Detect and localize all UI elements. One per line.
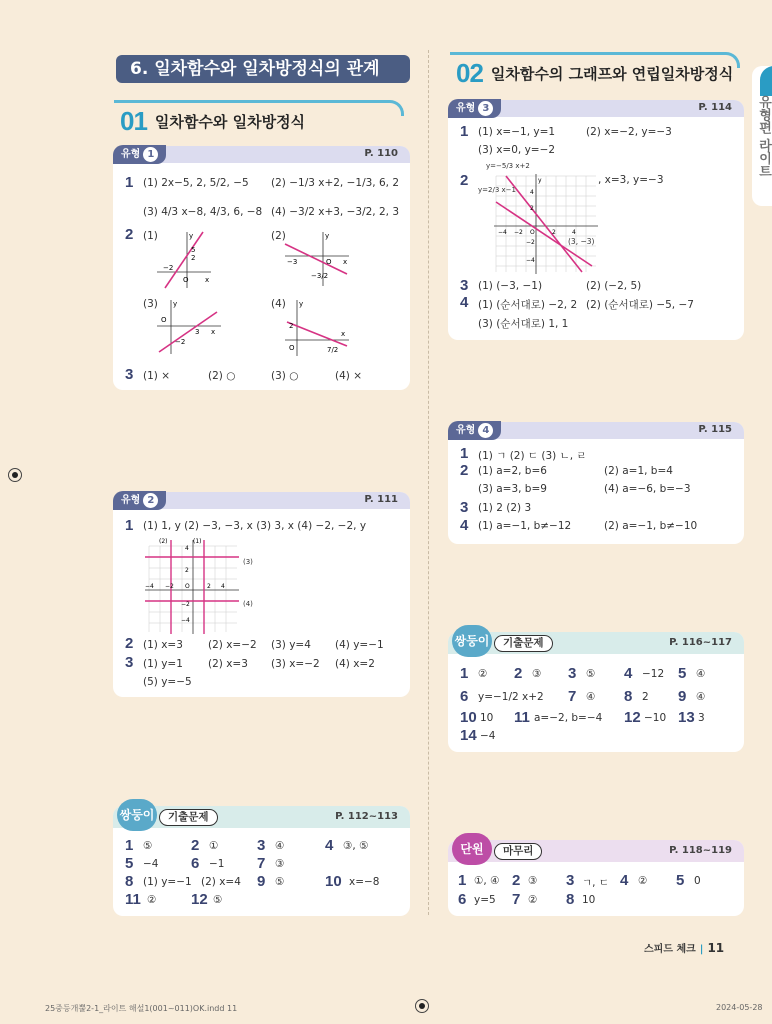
svg-text:−2: −2: [514, 229, 523, 236]
svg-text:3: 3: [195, 328, 200, 336]
card-header: [448, 840, 744, 862]
answer: 10: [582, 894, 596, 906]
question-number: 1: [458, 872, 467, 889]
question-number: 7: [257, 855, 266, 872]
question-number: 1: [460, 123, 469, 140]
answer: ②: [478, 668, 488, 680]
page-ref: P. 116~117: [669, 637, 732, 648]
answer: ①, ④: [474, 875, 500, 887]
answer: −1: [209, 858, 225, 870]
answer: (1) 2 (2) 3: [478, 502, 532, 514]
question-number: 3: [125, 654, 134, 671]
svg-text:y: y: [538, 177, 542, 184]
graph-label: (2): [271, 230, 286, 242]
question-number: 7: [568, 688, 577, 705]
twin-problems-card-left: [113, 806, 410, 916]
card-subtitle: 기출문제: [494, 635, 553, 652]
question-number: 6: [460, 688, 469, 705]
svg-text:−4: −4: [181, 617, 190, 624]
card-header: [113, 806, 410, 828]
answer: 0: [694, 875, 701, 887]
graph-2-1: [141, 536, 241, 636]
footer-filename: 25중등개뿔2-1_라이트 해설1(001~011)OK.indd 11: [45, 1004, 238, 1013]
answer: ④: [696, 668, 706, 680]
answer: (4) x=2: [335, 658, 375, 670]
page-ref: P. 112~113: [335, 811, 398, 822]
card-header: [113, 492, 410, 509]
card-subtitle: 마무리: [494, 843, 542, 860]
line-equation: y=2/3 x−1: [478, 186, 516, 194]
answer: −12: [642, 668, 665, 680]
question-number: 8: [125, 873, 134, 890]
svg-text:O: O: [183, 276, 189, 284]
type-2-card: [113, 492, 410, 697]
answer: a=−2, b=−4: [534, 712, 603, 724]
answer: (1) ×: [143, 370, 171, 382]
answer: (3) 4/3 x−8, 4/3, 6, −8: [143, 206, 263, 218]
answer: (4) −3/2 x+3, −3/2, 2, 3: [271, 206, 400, 218]
footer-separator: |: [699, 944, 704, 955]
answer: 10: [480, 712, 494, 724]
svg-text:y: y: [325, 232, 330, 240]
answer: (2) (−2, 5): [586, 280, 642, 292]
question-number: 1: [460, 445, 469, 462]
graph-label: (1): [143, 230, 158, 242]
answer: ⑤: [213, 894, 223, 906]
question-number: 4: [325, 837, 334, 854]
answer: ③, ⑤: [343, 840, 369, 852]
question-number: 3: [257, 837, 266, 854]
svg-text:−4: −4: [498, 229, 507, 236]
question-number: 12: [624, 709, 641, 726]
answer: y=5: [474, 894, 496, 906]
question-number: 11: [514, 709, 530, 726]
answer: x=−8: [349, 876, 380, 888]
answer: −10: [644, 712, 667, 724]
answer: (3) y=4: [271, 639, 311, 651]
section-arc: [114, 100, 404, 116]
type-tag: 유형 4: [448, 421, 501, 440]
svg-text:−2: −2: [181, 601, 190, 608]
svg-text:−4: −4: [526, 257, 535, 264]
answer: (1) x=−1, y=1: [478, 126, 556, 138]
svg-text:x: x: [341, 330, 346, 338]
question-number: 1: [460, 665, 469, 682]
question-number: 3: [460, 499, 469, 516]
answer: (4) ×: [335, 370, 363, 382]
svg-text:2: 2: [207, 583, 211, 590]
question-number: 2: [512, 872, 521, 889]
svg-text:2: 2: [191, 254, 196, 262]
column-divider: [428, 50, 429, 915]
answer: (3) x=−2: [271, 658, 320, 670]
footer-date: 2024-05-28: [716, 1003, 763, 1012]
answer: (1) (−3, −1): [478, 280, 543, 292]
svg-text:x: x: [211, 328, 216, 336]
question-number: 2: [191, 837, 200, 854]
section-01-title: [120, 104, 305, 138]
svg-text:−3: −3: [287, 258, 298, 266]
page-number: 11: [707, 941, 725, 955]
svg-text:4: 4: [530, 189, 534, 196]
svg-text:−4: −4: [145, 583, 154, 590]
card-header: [448, 632, 744, 654]
question-number: 1: [125, 517, 134, 534]
answer: (3) ○: [271, 370, 299, 382]
answer: ④: [696, 691, 706, 703]
question-number: 7: [512, 891, 521, 908]
answer: (2) ○: [208, 370, 236, 382]
question-number: 13: [678, 709, 695, 726]
answer: ⑤: [143, 840, 153, 852]
answer: ⑤: [275, 876, 285, 888]
twin-tag: 쌍둥이: [117, 799, 157, 831]
answer: (3) x=0, y=−2: [478, 144, 556, 156]
answer: −4: [143, 858, 159, 870]
answer: ②: [638, 875, 648, 887]
question-number: 3: [566, 872, 575, 889]
page-ref: P. 114: [698, 102, 732, 113]
svg-text:4: 4: [572, 229, 576, 236]
svg-text:x: x: [343, 258, 348, 266]
question-number: 4: [624, 665, 633, 682]
question-number: 3: [125, 366, 134, 383]
answer: (2) a=1, b=4: [604, 465, 673, 477]
question-number: 5: [678, 665, 687, 682]
unit-title: 6. 일차함수와 일차방정식의 관계: [116, 55, 410, 83]
type-tag: 유형 3: [448, 99, 501, 118]
graph-label: (3): [143, 298, 158, 310]
svg-text:−2: −2: [165, 583, 174, 590]
svg-text:−2: −2: [526, 239, 535, 246]
line-label: (3): [243, 558, 253, 566]
question-number: 9: [257, 873, 266, 890]
question-number: 4: [620, 872, 629, 889]
answer: (2) x=4: [201, 876, 241, 888]
section-02-title: [456, 56, 733, 90]
question-number: 1: [125, 174, 134, 191]
answer: ②: [147, 894, 157, 906]
section-arc: [450, 52, 740, 68]
answer: 2: [642, 691, 649, 703]
answer: y=−1/2 x+2: [478, 691, 544, 703]
answer: (4) a=−6, b=−3: [604, 483, 691, 495]
svg-text:O: O: [185, 583, 190, 590]
answer: (1) y=1: [143, 658, 183, 670]
question-number: 10: [325, 873, 342, 890]
section-number: 01: [120, 105, 147, 136]
answer: (2) x=−2, y=−3: [586, 126, 672, 138]
answer: (1) a=−1, b≠−12: [478, 520, 572, 532]
answer: ⑤: [586, 668, 596, 680]
question-number: 5: [125, 855, 134, 872]
answer: ②: [528, 894, 538, 906]
answer: (1) (순서대로) −2, 2: [478, 299, 578, 311]
answer: (1) x=3: [143, 639, 183, 651]
graph-1-3: [155, 298, 225, 358]
answer: ④: [275, 840, 285, 852]
side-tab-label: 유형편 라이트: [756, 95, 771, 178]
svg-text:4: 4: [185, 545, 189, 552]
answer: , x=3, y=−3: [598, 174, 664, 186]
svg-text:O: O: [530, 229, 535, 236]
unit-review-card: [448, 840, 744, 916]
question-number: 5: [676, 872, 685, 889]
question-number: 2: [460, 172, 469, 189]
answer: ③: [528, 875, 538, 887]
question-number: 12: [191, 891, 208, 908]
graph-1-4: [283, 298, 353, 358]
question-number: 4: [460, 294, 469, 311]
svg-text:O: O: [289, 344, 295, 352]
svg-text:−2: −2: [163, 264, 174, 272]
question-number: 8: [624, 688, 633, 705]
answer: (1) 2x−5, 2, 5/2, −5: [143, 177, 249, 189]
svg-text:y: y: [173, 300, 178, 308]
section-number: 02: [456, 57, 483, 88]
svg-text:−2: −2: [175, 338, 186, 346]
answer: ㄱ, ㄷ: [582, 877, 609, 889]
type-4-card: [448, 422, 744, 544]
answer: ①: [209, 840, 219, 852]
twin-tag: 쌍둥이: [452, 625, 492, 657]
answer: (2) a=−1, b≠−10: [604, 520, 698, 532]
footer-speed-label: 스피드 체크: [644, 944, 696, 955]
line-label: (4): [243, 600, 253, 608]
answer: 3: [698, 712, 705, 724]
svg-text:−3/2: −3/2: [311, 272, 329, 280]
question-number: 9: [678, 688, 687, 705]
answer: (5) y=−5: [143, 676, 192, 688]
card-subtitle: 기출문제: [159, 809, 218, 826]
graph-1-2: [283, 230, 353, 290]
page-ref: P. 115: [698, 424, 732, 435]
answer: (1) a=2, b=6: [478, 465, 547, 477]
page-ref: P. 110: [364, 148, 398, 159]
answer: (2) (순서대로) −5, −7: [586, 299, 694, 311]
answer: (1) 1, y (2) −3, −3, x (3) 3, x (4) −2, −2, y: [143, 520, 367, 532]
answer: (2) x=3: [208, 658, 248, 670]
svg-text:(1): (1): [193, 538, 202, 545]
type-tag: 유형 2: [113, 491, 166, 510]
answer: (3) a=3, b=9: [478, 483, 547, 495]
question-number: 14: [460, 727, 477, 744]
twin-problems-card-right: [448, 632, 744, 752]
svg-text:4: 4: [221, 583, 225, 590]
side-tab-accent: [760, 66, 772, 96]
page-ref: P. 111: [364, 494, 398, 505]
answer: ④: [586, 691, 596, 703]
question-number: 2: [514, 665, 523, 682]
section-label: 일차함수와 일차방정식: [154, 112, 306, 131]
footer-section: [644, 940, 724, 955]
question-number: 11: [125, 891, 141, 908]
question-number: 2: [460, 462, 469, 479]
type-3-card: [448, 100, 744, 340]
question-number: 4: [460, 517, 469, 534]
unit-tag: 단원: [452, 833, 492, 865]
answer: ③: [532, 668, 542, 680]
svg-text:y: y: [189, 232, 194, 240]
graph-1-1: [155, 230, 215, 290]
line-equation: y=−5/3 x+2: [486, 162, 530, 170]
svg-text:x: x: [205, 276, 210, 284]
registration-mark: [8, 468, 22, 482]
svg-text:2: 2: [289, 322, 294, 330]
answer: (1) ㄱ (2) ㄷ (3) ㄴ, ㄹ: [478, 450, 587, 462]
svg-text:5: 5: [191, 246, 196, 254]
registration-mark: [415, 999, 429, 1013]
question-number: 6: [191, 855, 200, 872]
answer: −4: [480, 730, 496, 742]
question-number: 2: [125, 226, 134, 243]
question-number: 6: [458, 891, 467, 908]
type-tag: 유형 1: [113, 145, 166, 164]
type-1-card: [113, 146, 410, 390]
section-label: 일차함수의 그래프와 연립일차방정식: [490, 64, 734, 83]
card-header: [448, 100, 744, 117]
svg-text:y: y: [299, 300, 304, 308]
card-header: [113, 146, 410, 163]
svg-text:2: 2: [530, 205, 534, 212]
svg-text:O: O: [161, 316, 167, 324]
svg-text:2: 2: [185, 567, 189, 574]
svg-text:7/2: 7/2: [327, 346, 339, 354]
svg-text:O: O: [326, 258, 332, 266]
question-number: 10: [460, 709, 477, 726]
intersection-label: (3, −3): [568, 237, 595, 246]
svg-text:2: 2: [552, 229, 556, 236]
question-number: 1: [125, 837, 134, 854]
question-number: 3: [460, 277, 469, 294]
answer: (1) y=−1: [143, 876, 192, 888]
answer: (4) y=−1: [335, 639, 384, 651]
answer: (3) (순서대로) 1, 1: [478, 318, 569, 330]
answer: ③: [275, 858, 285, 870]
graph-3-2: [492, 172, 600, 276]
graph-label: (4): [271, 298, 286, 310]
card-header: [448, 422, 744, 439]
question-number: 2: [125, 635, 134, 652]
answer: (2) x=−2: [208, 639, 257, 651]
svg-text:(2): (2): [159, 538, 168, 545]
question-number: 3: [568, 665, 577, 682]
question-number: 8: [566, 891, 575, 908]
page-ref: P. 118~119: [669, 845, 732, 856]
answer: (2) −1/3 x+2, −1/3, 6, 2: [271, 177, 400, 189]
